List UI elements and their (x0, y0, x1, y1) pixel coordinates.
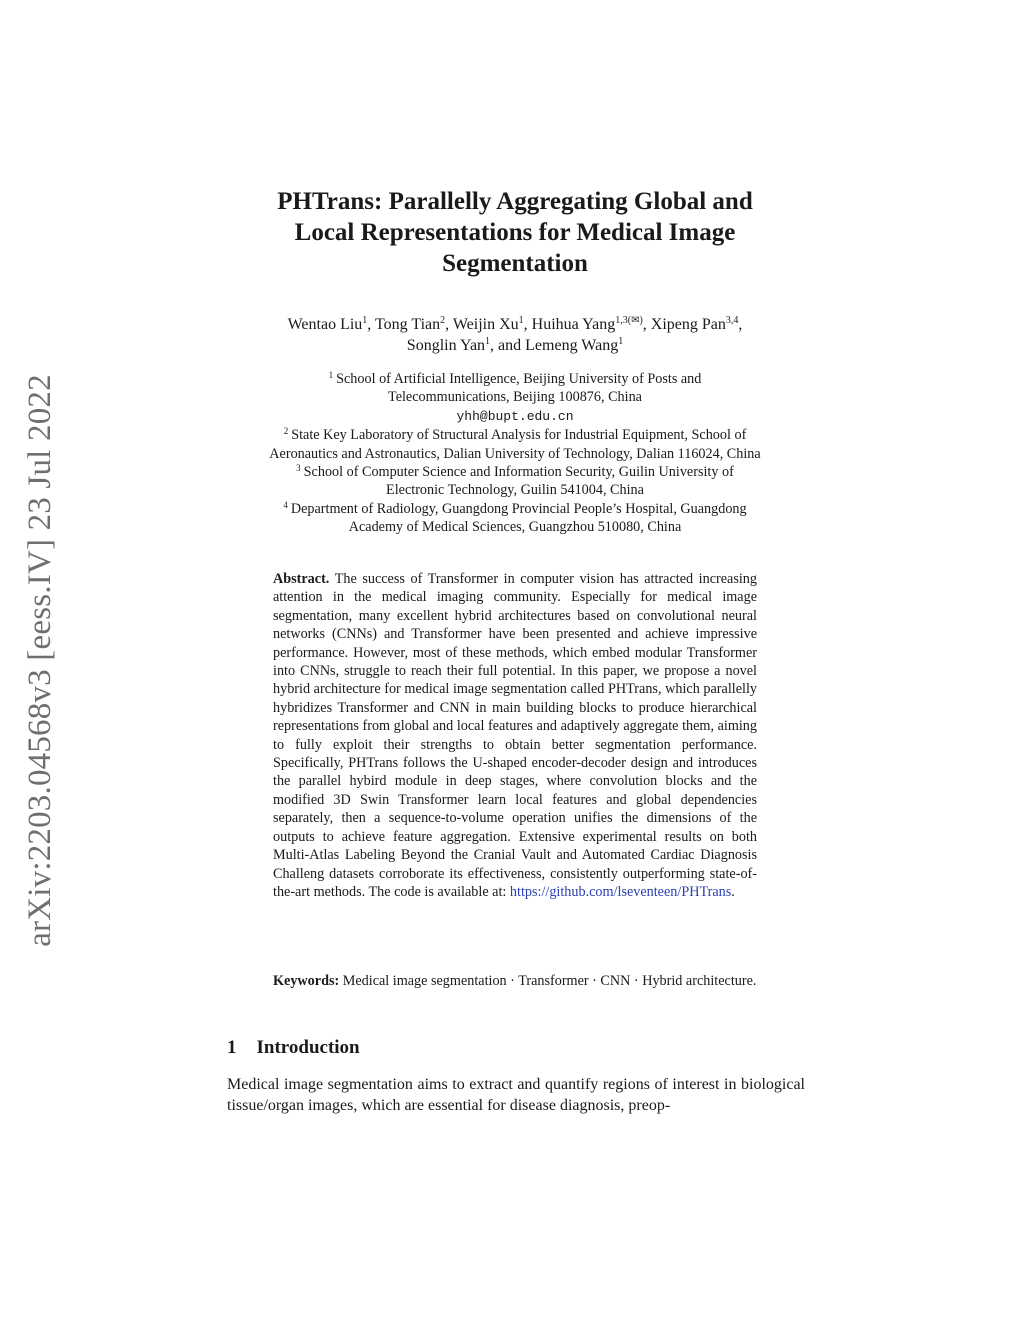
author-affil-marker: 1 (362, 315, 368, 326)
affil-text: Telecommunications, Beijing 100876, China (388, 389, 642, 406)
abstract (273, 570, 757, 901)
affil-marker: 2 (283, 426, 289, 437)
affil-text: Aeronautics and Astronautics, Dalian University of Technology, Dalian 116024, China (269, 445, 761, 462)
title-line: Local Representations for Medical Image (294, 219, 736, 246)
author-name: , Weijin Xu (445, 316, 519, 333)
author-name: Songlin Yan (406, 337, 486, 354)
author-name: , Xipeng Pan (642, 316, 726, 333)
author-name: , Tong Tian (367, 316, 441, 333)
affil-text: Department of Radiology, Guangdong Provincial People’s Hospital, Guangdong (290, 500, 747, 517)
intro-paragraph: Medical image segmentation aims to extract and quantify regions of interest in biological tissue/organ images, which are essential for disease diagnosis, preop- (227, 1076, 805, 1114)
title-line: PHTrans: Parallelly Aggregating Global and (277, 188, 753, 215)
affil-text: Electronic Technology, Guilin 541004, China (386, 482, 644, 499)
abstract-text: The success of Transformer in computer vision has attracted increasing attention in the medical imaging community. Especially for medical image segmentation, many excellent hybrid architectures based on convolutional neural networks (CNNs) and Transformer have been presented and achieve impressive performance. However, most of these methods, which embed modular Transformer into CNNs, struggle to reach their full potential. In this paper, we propose a novel hybrid architecture for medical image segmentation called PHTrans, which parallelly hybridizes Transformer and CNN in main building blocks to produce hierarchical representations from global and local features and adaptively aggregate them, aiming to fully exploit their strengths to obtain better segmentation performance. Specifically, PHTrans follows the U-shaped encoder-decoder design and introduces the parallel hybird module in deep stages, where convolution blocks and the modified 3D Swin Transformer learn local features and global dependencies separately, then a sequence-to-volume operation unifies the dimensions of the outputs to achieve feature aggregation. Extensive experimental results on both Multi-Atlas Labeling Beyond the Cranial Vault and Automated Cardiac Diagnosis Challeng datasets corroborate its effectiveness, consistently outperforming state-of-the-art methods. The code is available at: (273, 571, 757, 900)
author-name: Wentao Liu (287, 316, 363, 333)
contact-email: yhh@bupt.edu.cn (456, 408, 574, 424)
section-number: 1 (227, 1037, 237, 1058)
author-affil-marker: 1 (618, 336, 624, 347)
author-separator: , (738, 316, 743, 333)
arxiv-id-text: arXiv:2203.04568v3 [eess.IV] 23 Jul 2022 (21, 373, 58, 947)
section-title: Introduction (256, 1037, 360, 1058)
author-affil-marker: 3,4 (725, 315, 739, 326)
affiliations (215, 370, 815, 537)
paper-title (220, 186, 810, 279)
abstract-end: . (731, 883, 735, 900)
author-affil-marker: 1 (485, 336, 491, 347)
author-affil-marker: 2 (440, 315, 446, 326)
affil-marker: 1 (328, 370, 334, 380)
affil-text: School of Artificial Intelligence, Beijing University of Posts and (336, 371, 702, 387)
author-affil-marker: 1 (518, 315, 524, 326)
affil-text: School of Computer Science and Information Security, Guilin University of (303, 464, 734, 481)
affil-text: Academy of Medical Sciences, Guangzhou 510080, China (348, 519, 682, 536)
affil-marker: 3 (296, 463, 301, 474)
abstract-label: Abstract. (273, 571, 330, 587)
section-heading (227, 1037, 360, 1059)
author-name: , and Lemeng Wang (490, 337, 619, 354)
arxiv-stamp (10, 365, 70, 955)
author-name: , Huihua Yang (523, 316, 616, 333)
code-link[interactable]: https://github.com/lseventeen/PHTrans (509, 883, 732, 900)
keywords (273, 972, 757, 990)
keywords-text: Medical image segmentation · Transformer · CNN · Hybrid architecture. (342, 973, 757, 989)
title-line: Segmentation (442, 250, 588, 277)
keywords-label: Keywords: (273, 973, 340, 989)
author-affil-marker: 1,3(✉) (615, 315, 643, 326)
author-list (205, 314, 825, 356)
affil-text: State Key Laboratory of Structural Analysis for Industrial Equipment, School of (291, 427, 747, 444)
affil-marker: 4 (283, 499, 288, 510)
